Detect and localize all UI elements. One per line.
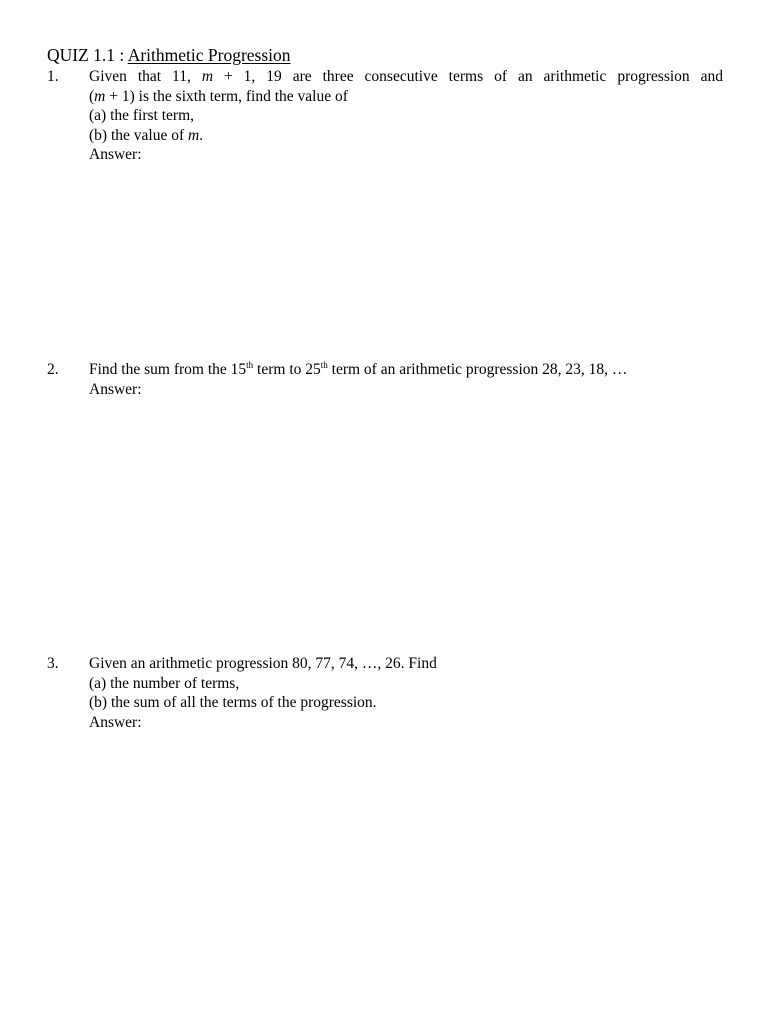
question-1 — [47, 67, 723, 165]
question-3 — [47, 654, 723, 732]
text-segment: . — [199, 126, 204, 144]
question-part-a: (a) the number of terms, — [89, 674, 240, 692]
question-text-line — [89, 360, 723, 380]
text-segment: ( — [89, 87, 95, 105]
text-segment: Find the sum from the 15 — [89, 361, 247, 378]
text-segment: + 1) is the sixth term, find the value of — [105, 87, 348, 105]
question-part-b: (b) the sum of all the terms of the progression. — [89, 694, 377, 711]
question-part-b — [89, 126, 723, 146]
question-body — [89, 654, 723, 732]
text-segment: term of an arithmetic progression 28, 23, 18, … — [327, 361, 628, 378]
title-prefix: QUIZ 1.1 : — [47, 45, 128, 65]
question-number: 2. — [47, 361, 59, 378]
variable-m: m — [188, 126, 200, 144]
question-number: 1. — [47, 68, 59, 85]
question-body — [89, 67, 723, 165]
text-segment: (b) the value of — [89, 126, 188, 144]
question-body — [89, 360, 723, 399]
superscript: th — [246, 359, 254, 370]
text-segment: + 1, 19 are three consecutive terms of an arithmetic progression and — [213, 68, 723, 85]
variable-m: m — [94, 87, 106, 105]
question-text-line: Given an arithmetic progression 80, 77, 74, …, 26. Find — [89, 655, 437, 672]
question-2 — [47, 360, 723, 399]
question-part-a: (a) the first term, — [89, 107, 195, 124]
question-text-line — [89, 87, 723, 107]
answer-label: Answer: — [89, 713, 142, 731]
title-topic: Arithmetic Progression — [127, 45, 291, 65]
page-title — [47, 45, 291, 65]
answer-label: Answer: — [89, 380, 142, 398]
text-segment: term to 25 — [253, 361, 321, 378]
superscript: th — [320, 359, 328, 370]
variable-m: m — [201, 68, 214, 85]
answer-label: Answer: — [89, 146, 142, 163]
question-number: 3. — [47, 655, 59, 672]
text-segment: Given that 11, — [89, 68, 202, 85]
question-text-line — [89, 67, 723, 87]
